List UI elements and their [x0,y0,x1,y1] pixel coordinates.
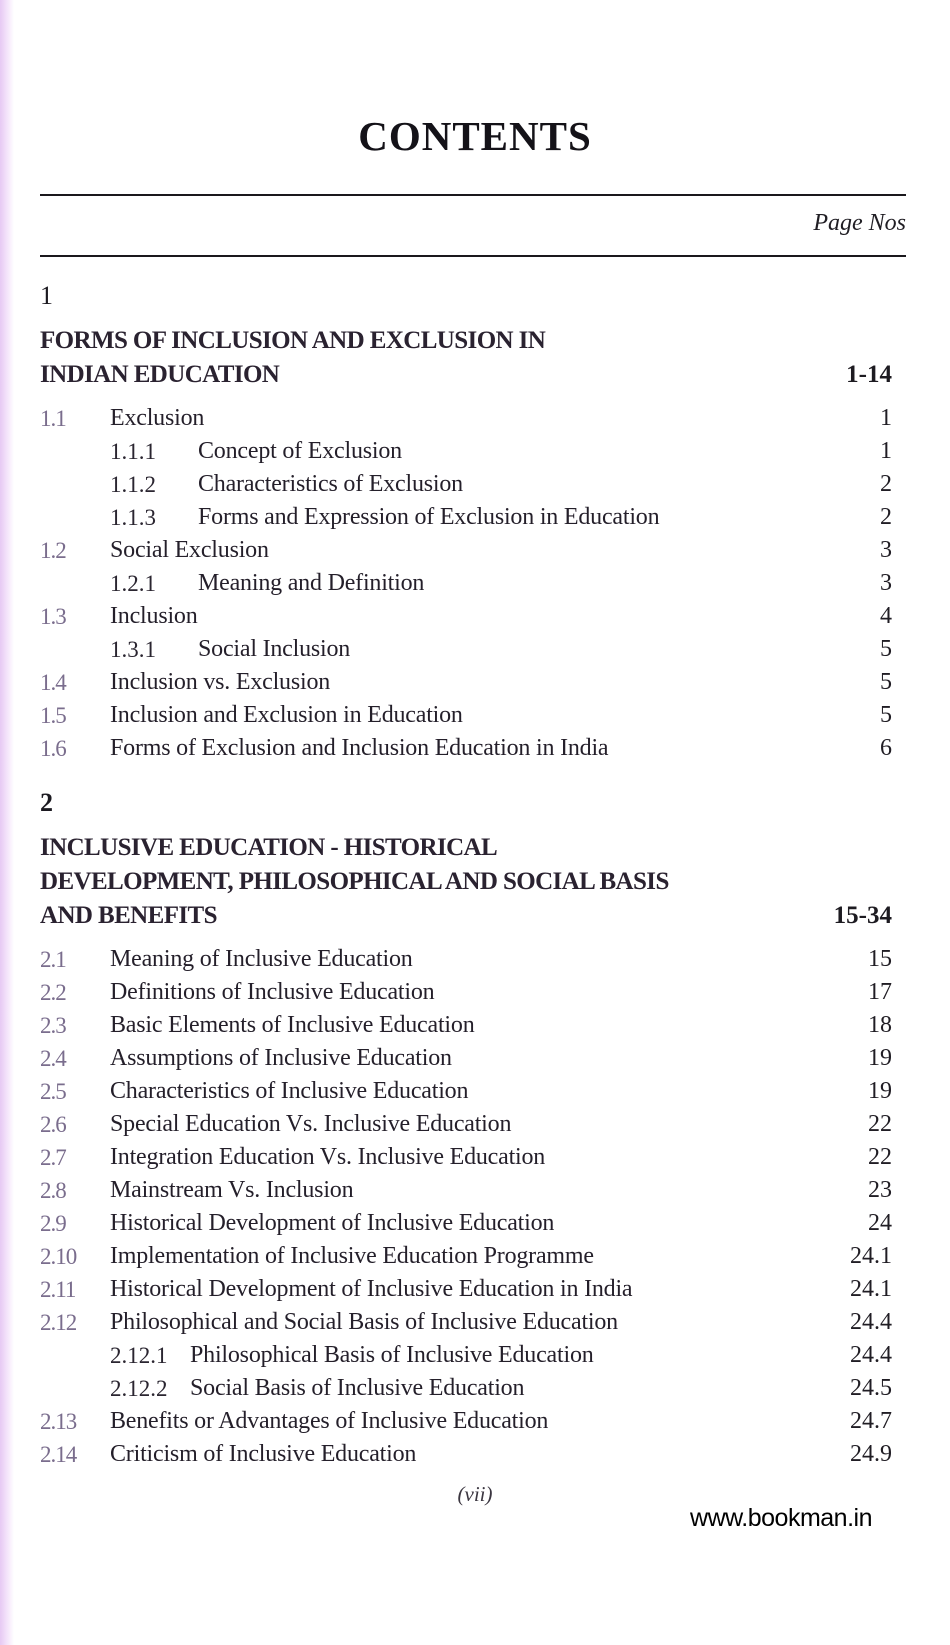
toc-subentry[interactable] [40,468,906,501]
toc-entry[interactable] [40,1273,906,1306]
toc-entry[interactable] [40,1405,906,1438]
chapter-number: 1 [40,281,53,310]
section-title: Characteristics of Exclusion [198,471,463,497]
section-number: 2.3 [40,1013,66,1038]
website-watermark: www.bookman.in [690,1504,872,1532]
section-page: 19 [868,1045,892,1071]
section-page: 24.1 [850,1276,892,1302]
toc-entry[interactable] [40,600,906,633]
section-title: Special Education Vs. Inclusive Education [110,1111,512,1137]
section-page: 4 [880,603,892,629]
section-number: 2.12.2 [110,1376,168,1401]
chapter-1 [40,276,906,765]
toc-subentry[interactable] [40,567,906,600]
toc-entry[interactable] [40,1141,906,1174]
section-title: Historical Development of Inclusive Education in India [110,1276,633,1302]
header-rule-top [40,194,906,196]
section-page: 17 [868,979,892,1005]
section-number: 2.7 [40,1145,66,1170]
toc-subentry[interactable] [40,1339,906,1372]
chapter-entries [40,943,906,1471]
section-number: 2.10 [40,1244,77,1269]
header-rule-bottom [40,255,906,257]
section-title: Meaning of Inclusive Education [110,946,413,972]
toc-entry[interactable] [40,943,906,976]
section-page: 1 [880,438,892,464]
section-title: Social Inclusion [198,636,351,662]
section-page: 2 [880,504,892,530]
toc-entry[interactable] [40,402,906,435]
toc-entry[interactable] [40,666,906,699]
toc-entry[interactable] [40,1009,906,1042]
section-page: 24.9 [850,1441,892,1467]
section-title: Implementation of Inclusive Education Programme [110,1243,594,1269]
section-title: Inclusion vs. Exclusion [110,669,331,695]
section-page: 1 [880,405,892,431]
section-number: 2.11 [40,1277,76,1302]
section-number: 2.14 [40,1442,77,1467]
toc-entry[interactable] [40,732,906,765]
chapter-title-line: INCLUSIVE EDUCATION - HISTORICAL [40,834,498,861]
section-title: Historical Development of Inclusive Education [110,1210,555,1236]
chapter-2 [40,783,906,1471]
toc-subentry[interactable] [40,633,906,666]
chapter-heading[interactable] [40,324,906,392]
toc-entry[interactable] [40,1075,906,1108]
toc-subentry[interactable] [40,435,906,468]
section-number: 2.2 [40,980,66,1005]
section-page: 22 [868,1144,892,1170]
section-title: Social Exclusion [110,537,269,563]
section-number: 2.6 [40,1112,66,1137]
section-page: 24.4 [850,1309,892,1335]
toc-entry[interactable] [40,534,906,567]
chapter-title-line: AND BENEFITS [40,902,217,929]
section-title: Forms and Expression of Exclusion in Education [198,504,660,530]
section-number: 1.6 [40,736,66,761]
chapter-number: 2 [40,788,53,817]
section-number: 2.12.1 [110,1343,168,1368]
section-title: Concept of Exclusion [198,438,402,464]
chapter-title-line: FORMS OF INCLUSION AND EXCLUSION IN [40,327,546,354]
section-page: 24.7 [850,1408,892,1434]
section-page: 23 [868,1177,892,1203]
chapter-entries [40,402,906,765]
section-title: Definitions of Inclusive Education [110,979,435,1005]
section-title: Benefits or Advantages of Inclusive Education [110,1408,549,1434]
section-page: 19 [868,1078,892,1104]
section-number: 1.1 [40,406,66,431]
section-title: Meaning and Definition [198,570,425,596]
section-title: Criticism of Inclusive Education [110,1441,417,1467]
section-page: 5 [880,669,892,695]
section-number: 1.4 [40,670,66,695]
toc-entry[interactable] [40,1240,906,1273]
toc-entry[interactable] [40,1174,906,1207]
section-page: 3 [880,537,892,563]
section-page: 24.5 [850,1375,892,1401]
toc-entry[interactable] [40,1438,906,1471]
chapter-title-line: INDIAN EDUCATION [40,361,280,388]
chapter-page-range: 1-14 [846,361,892,388]
section-title: Basic Elements of Inclusive Education [110,1012,475,1038]
section-number: 2.4 [40,1046,66,1071]
toc-entry[interactable] [40,1042,906,1075]
section-title: Characteristics of Inclusive Education [110,1078,469,1104]
section-number: 1.1.2 [110,472,156,497]
section-number: 1.1.3 [110,505,156,530]
section-number: 2.1 [40,947,66,972]
section-number: 1.1.1 [110,439,156,464]
section-page: 22 [868,1111,892,1137]
chapter-title-line: DEVELOPMENT, PHILOSOPHICAL AND SOCIAL BASIS [40,868,669,895]
section-title: Philosophical Basis of Inclusive Education [190,1342,594,1368]
section-page: 18 [868,1012,892,1038]
toc-entry[interactable] [40,699,906,732]
section-title: Inclusion and Exclusion in Education [110,702,463,728]
chapter-spacer [40,765,906,779]
section-page: 5 [880,702,892,728]
section-title: Mainstream Vs. Inclusion [110,1177,354,1203]
toc-entry[interactable] [40,1108,906,1141]
section-title: Inclusion [110,603,198,629]
section-number: 1.3 [40,604,66,629]
chapter-heading[interactable] [40,831,906,933]
section-title: Social Basis of Inclusive Education [190,1375,525,1401]
section-page: 24 [868,1210,892,1236]
page-nos-column-header: Page Nos [813,210,906,236]
section-number: 2.5 [40,1079,66,1104]
section-number: 1.3.1 [110,637,156,662]
toc-entry[interactable] [40,1306,906,1339]
toc-subentry[interactable] [40,1372,906,1405]
section-number: 2.13 [40,1409,77,1434]
section-page: 2 [880,471,892,497]
section-title: Exclusion [110,405,205,431]
page-edge-tint [0,0,14,1645]
section-page: 5 [880,636,892,662]
section-title: Assumptions of Inclusive Education [110,1045,452,1071]
section-page: 6 [880,735,892,761]
chapter-page-range: 15-34 [833,902,892,929]
section-page: 15 [868,946,892,972]
section-number: 2.12 [40,1310,77,1335]
footer-page-number: (vii) [457,1482,493,1506]
section-page: 24.1 [850,1243,892,1269]
section-title: Integration Education Vs. Inclusive Education [110,1144,546,1170]
section-page: 3 [880,570,892,596]
toc-entry[interactable] [40,976,906,1009]
section-title: Forms of Exclusion and Inclusion Education in India [110,735,609,761]
toc-entry[interactable] [40,1207,906,1240]
table-of-contents [40,272,906,1471]
section-number: 1.2 [40,538,66,563]
section-page: 24.4 [850,1342,892,1368]
section-number: 1.2.1 [110,571,156,596]
section-number: 1.5 [40,703,66,728]
toc-subentry[interactable] [40,501,906,534]
section-number: 2.9 [40,1211,66,1236]
section-number: 2.8 [40,1178,66,1203]
page-title: CONTENTS [358,113,592,159]
section-title: Philosophical and Social Basis of Inclusive Education [110,1309,618,1335]
